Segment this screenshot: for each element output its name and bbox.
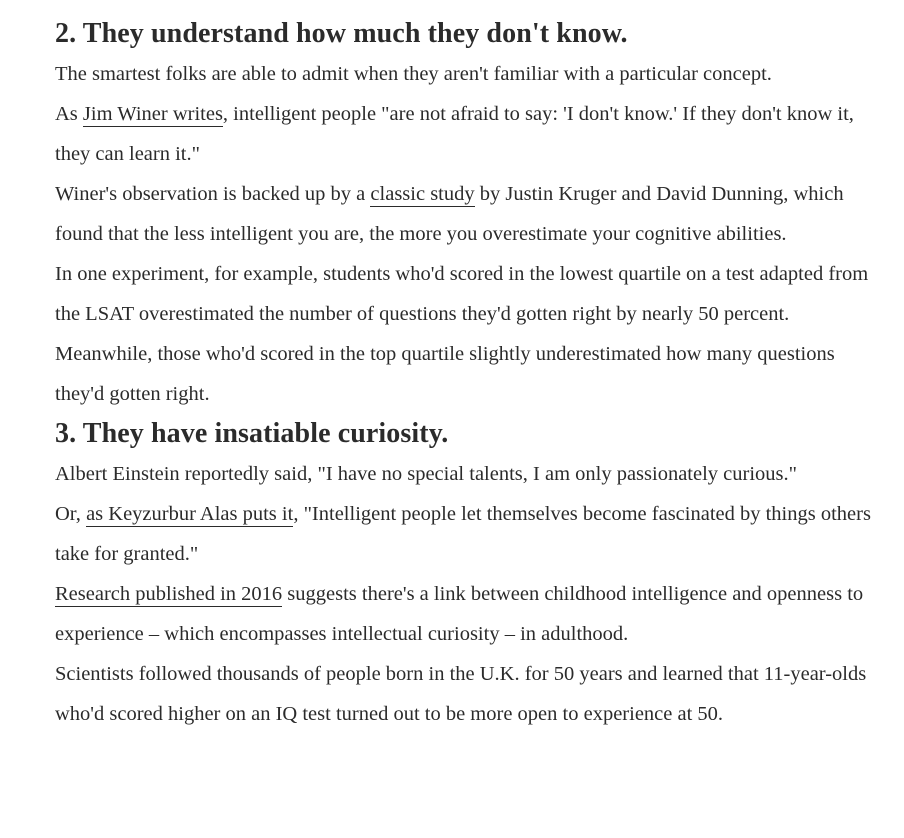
jim-winer-link[interactable]: Jim Winer writes <box>82 103 223 125</box>
keyzurbur-alas-link[interactable]: as Keyzurbur Alas puts it <box>86 503 294 525</box>
paragraph-text: Winer's observation is backed up by a <box>55 183 371 205</box>
paragraph-text: The smartest folks are able to admit when they aren't familiar with a particular concept. <box>55 63 772 85</box>
paragraph-einstein <box>55 454 885 574</box>
paragraph-classic-study <box>55 174 885 254</box>
paragraph-text: suggests there's a link between childhood intelligence and openness to experience – which encompasses intellectual curiosity – in adulthood. <box>55 583 864 645</box>
section-heading-3: 3. They have insatiable curiosity. <box>55 418 449 449</box>
paragraph-research-2016 <box>55 574 885 654</box>
paragraph-experiment: In one experiment, for example, students who'd scored in the lowest quartile on a test adapted from the LSAT overestimated the number of questions they'd gotten right by nearly 50 percent. Meanwhile, those who'd scored in the top quartile slightly underestimated how many questions they'd gotten right. <box>55 263 869 405</box>
paragraph-text: Albert Einstein reportedly said, "I have no special talents, I am only passionately curious." <box>55 463 798 485</box>
paragraph-text: by Justin Kruger and David Dunning, which found that the less intelligent you are, the more you overestimate your cognitive abilities. <box>55 183 844 245</box>
article-body <box>55 14 885 734</box>
paragraph-text: , "Intelligent people let themselves become fascinated by things others take for granted." <box>55 503 871 565</box>
paragraph-text: Or, <box>55 503 87 525</box>
research-2016-link[interactable]: Research published in 2016 <box>55 583 283 605</box>
paragraph-admit <box>55 54 885 174</box>
section-heading-2: 2. They understand how much they don't know. <box>55 18 628 49</box>
paragraph-text: , intelligent people "are not afraid to say: 'I don't know.' If they don't know it, they can learn it." <box>55 103 854 165</box>
classic-study-link[interactable]: classic study <box>370 183 475 205</box>
paragraph-scientists: Scientists followed thousands of people born in the U.K. for 50 years and learned that 11-year-olds who'd scored higher on an IQ test turned out to be more open to experience at 50. <box>55 663 867 725</box>
paragraph-text: As <box>55 103 83 125</box>
